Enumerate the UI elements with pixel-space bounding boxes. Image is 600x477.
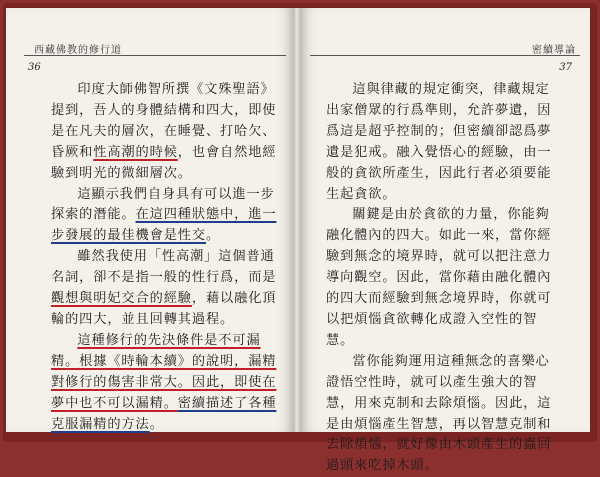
text-span: 。 bbox=[205, 228, 221, 244]
text-span: 當你能夠運用這種無念的喜樂心證悟空性時，就可以產生強大的智慧，用來克制和去除煩惱。因此，這是由煩惱產生智慧，再以智慧克制和去除煩惱，就好像由木頭產生的蟲回過頭來吃掉木頭。 bbox=[326, 353, 552, 474]
underlined-text: 性高潮的時候 bbox=[93, 144, 178, 160]
text-span: 雖然我使用「性高潮」這個普通名詞，卻不是指一般的性行爲，而是 bbox=[51, 249, 277, 286]
right-page bbox=[300, 8, 590, 474]
paragraph bbox=[326, 80, 562, 205]
text-span: ，藉以融化頂輪的四大，並且回轉其過程。 bbox=[51, 291, 277, 327]
underlined-text: 密續描述了各種克服漏精的方法 bbox=[51, 395, 277, 432]
text-span: 這與律藏的規定衝突，律藏規定出家僧眾的行爲準則，允許夢遺，因爲這是超乎控制的；但密續卻認爲夢遺是犯戒。融入覺悟心的經驗，由一般的貪欲所產生，因此行者必須要能生起貪欲。 bbox=[326, 82, 552, 202]
right-header-rule bbox=[310, 55, 580, 56]
left-running-header: 西藏佛教的修行道 bbox=[34, 45, 122, 56]
paragraph bbox=[51, 80, 279, 185]
text-span: 。 bbox=[149, 416, 164, 432]
left-page bbox=[6, 8, 294, 432]
text-span: ，也會自然地經驗到明光的微細層次。 bbox=[51, 144, 277, 181]
paragraph bbox=[326, 352, 562, 477]
left-header-rule bbox=[24, 55, 286, 56]
text-span: 這顯示我們自身具有可以進一步探索的潛能。 bbox=[51, 186, 275, 223]
right-page-body bbox=[326, 80, 562, 477]
right-page-number: 37 bbox=[559, 62, 572, 73]
right-running-header: 密續導論 bbox=[532, 45, 576, 56]
paragraph bbox=[51, 185, 279, 248]
underlined-text: 觀想與明妃交合的經驗 bbox=[51, 291, 192, 307]
left-page-number: 36 bbox=[28, 62, 41, 73]
left-page-body bbox=[51, 80, 279, 435]
text-span: 印度大師佛智所撰《文殊聖語》提到，吾人的身體結構和四大，即使是在凡夫的層次，在睡覺、打哈欠、昏厥和 bbox=[51, 82, 277, 160]
underlined-text: 這種修行的先決條件是不可漏精。根據《時輪本續》的說明，漏精對修行的傷害非常大。因此，即使在夢中也不可以漏精。 bbox=[51, 332, 277, 411]
text-span: 關鍵是由於貪欲的力量，你能夠融化體內的四大。如此一來，當你經驗到無念的境界時，就可以把注意力導向觀空。因此，當你藉由融化體內的四大而經驗到無念境界時，你就可以把煩惱貪欲轉化成證入空性的智慧。 bbox=[326, 207, 552, 348]
paragraph bbox=[51, 247, 279, 331]
paragraph bbox=[326, 205, 562, 351]
underlined-text: 在這四種狀態中，進一步發展的最佳機會是性交 bbox=[51, 207, 277, 244]
paragraph bbox=[51, 331, 279, 436]
